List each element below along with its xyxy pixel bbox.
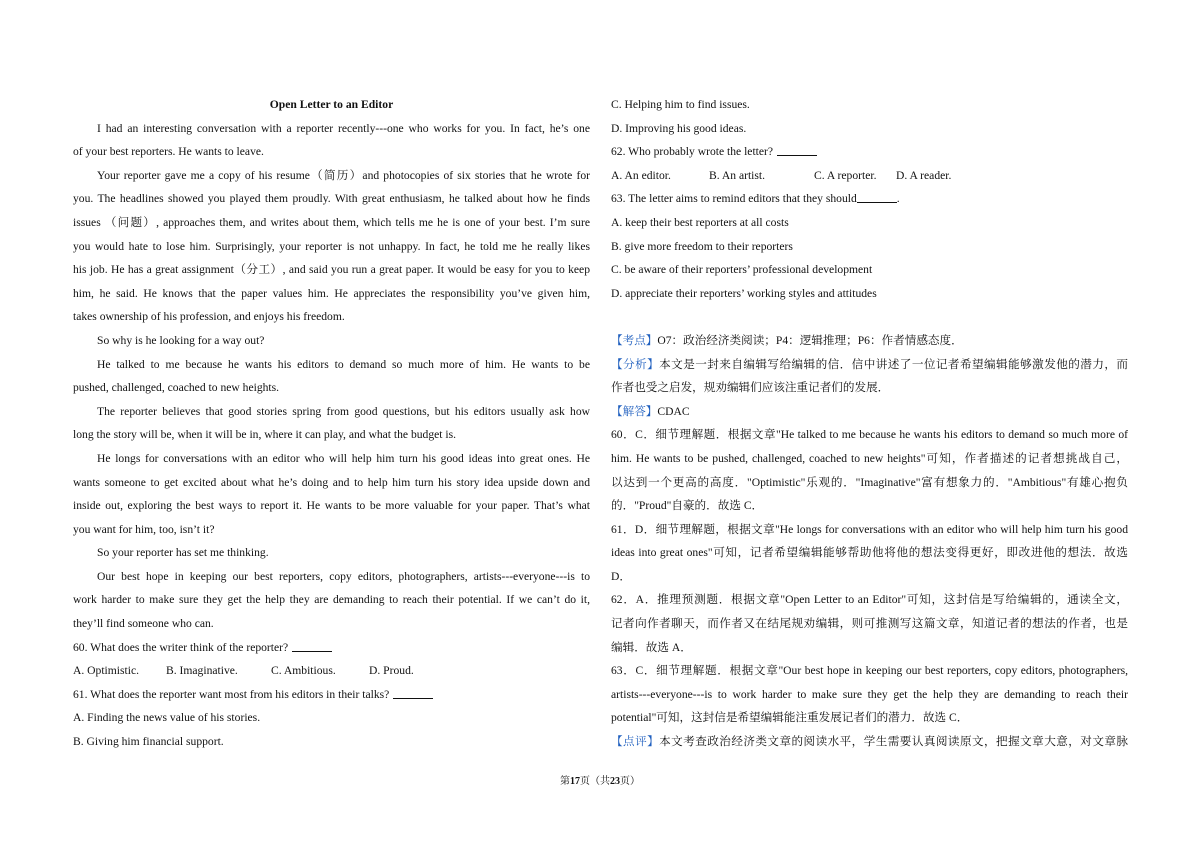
explanation-line: ideas into great ones"可知，记者希望编辑能够帮助他将他的想法变得更好，即改进他的想法．故选 bbox=[611, 546, 1128, 560]
option-c: C. Ambitious. bbox=[271, 664, 336, 678]
option-b: B. An artist. bbox=[709, 168, 766, 182]
passage-line: Our best hope in keeping our best reporters, copy editors, photographers, artists---everyone---is to bbox=[97, 569, 590, 583]
fenxi-section: 【分析】本文是一封来自编辑写给编辑的信．信中讲述了一位记者希望编辑能够激发他的潜力，而 bbox=[611, 357, 1128, 371]
question-61: 61. What does the reporter want most from his editors in their talks? bbox=[73, 683, 590, 707]
passage-line: you. The headlines showed you played them proudly. With great enthusiasm, he talked about how he finds bbox=[73, 192, 590, 206]
page-footer: 第17页（共23页） bbox=[560, 776, 640, 787]
question-62-options bbox=[611, 164, 1128, 188]
option-d: D. Improving his good ideas. bbox=[611, 121, 747, 135]
explanation-line: 63．C．细节理解题．根据文章"Our best hope in keeping our best reporters, copy editors, photographers, bbox=[611, 664, 1128, 678]
passage-line: they’ll find someone who can. bbox=[73, 617, 214, 631]
answer-blank bbox=[857, 189, 897, 203]
passage-line: Your reporter gave me a copy of his resume（简历）and photocopies of six stories that he wrote for bbox=[97, 168, 590, 182]
kaodian-tag: 【考点】 bbox=[611, 333, 658, 347]
explanation-line: 60．C．细节理解题．根据文章"He talked to me because he wants his editors to demand so much more of bbox=[611, 428, 1128, 442]
jieda-tag: 【解答】 bbox=[611, 404, 658, 418]
explanation-line: 记者向作者聊天，而作者又在结尾规劝编辑，则可推测写这篇文章，知道记者的想法的作者，也是 bbox=[611, 617, 1128, 631]
passage-line: inside out, exploring the best ways to report it. He wants to be more valuable for your paper. That’s what bbox=[73, 499, 590, 513]
answer-blank bbox=[393, 685, 433, 699]
question-62: 62. Who probably wrote the letter? bbox=[611, 140, 1128, 164]
option-d: D. Proud. bbox=[369, 664, 414, 678]
passage-line: you would hate to lose him. Surprisingly, your reporter is not unhappy. In fact, he told me he really likes bbox=[73, 239, 590, 253]
passage-title: Open Letter to an Editor bbox=[269, 98, 394, 111]
passage-line: long the story will be, when it will be in, where it can play, and what the budget is. bbox=[73, 428, 457, 442]
option-b: B. Imaginative. bbox=[166, 664, 238, 678]
passage-line: He talked to me because he wants his editors to demand so much more of him. He wants to be bbox=[97, 357, 590, 371]
explanation-line: 的．"Proud"自豪的．故选 C． bbox=[611, 499, 764, 513]
left-column bbox=[73, 93, 590, 754]
passage-line: So your reporter has set me thinking. bbox=[97, 546, 269, 560]
passage-line: So why is he looking for a way out? bbox=[97, 333, 265, 347]
option-c: C. be aware of their reporters’ professional development bbox=[611, 263, 873, 277]
fenxi-tag: 【分析】 bbox=[611, 357, 660, 371]
question-63: 63. The letter aims to remind editors that they should . bbox=[611, 187, 1128, 211]
option-b: B. give more freedom to their reporters bbox=[611, 239, 793, 253]
option-a: A. Finding the news value of his stories. bbox=[73, 711, 261, 725]
passage-line: of your best reporters. He wants to leave. bbox=[73, 145, 264, 159]
explanation-line: D． bbox=[611, 569, 631, 583]
fenxi-line: 作者也受之启发，规劝编辑们应该注重记者们的发展． bbox=[611, 381, 890, 395]
passage-line: you want for him, too, isn’t it? bbox=[73, 522, 215, 536]
passage-line: his job. He has a great assignment（分工）, and said you run a great paper. It would be easy for you to keep bbox=[73, 263, 590, 277]
right-column bbox=[611, 93, 1128, 754]
passage-line: wants someone to get excited about what he’s doing and to help him turn his story idea upside down and bbox=[73, 475, 590, 489]
explanation-line: 61．D．细节理解题，根据文章"He longs for conversations with an editor who will help him turn his good bbox=[611, 522, 1128, 536]
answer-blank bbox=[292, 638, 332, 652]
dianping-section: 【点评】本文考查政治经济类文章的阅读水平，学生需要认真阅读原文，把握文章大意，对文章脉 bbox=[611, 735, 1128, 749]
passage-line: The reporter believes that good stories spring from good questions, but his editors usually ask how bbox=[97, 404, 590, 418]
page-number: 17 bbox=[570, 776, 580, 787]
explanation-line: him. He wants to be pushed, challenged, coached to new heights"可知，作者描述的记者想挑战自己， bbox=[611, 451, 1128, 465]
option-b: B. Giving him financial support. bbox=[73, 735, 224, 749]
option-a: A. An editor. bbox=[611, 168, 671, 182]
passage-line: pushed, challenged, coached to new heights. bbox=[73, 381, 280, 395]
passage-line: I had an interesting conversation with a reporter recently---one who works for you. In fact, he’s one bbox=[97, 121, 590, 135]
explanation-line: artists---everyone---is to work harder to make sure they get the help they are demanding to reach their bbox=[611, 687, 1128, 701]
explanation-line: potential"可知，这封信是希望编辑能注重发展记者们的潜力．故选 C． bbox=[611, 711, 969, 725]
explanation-line: 以达到一个更高的高度．"Optimistic"乐观的．"Imaginative"富有想象力的．"Ambitious"有雄心抱负 bbox=[611, 475, 1128, 489]
passage-line: work harder to make sure they get the help they are demanding to reach their potential. If we can’t do it, bbox=[73, 593, 590, 607]
total-pages: 23 bbox=[610, 776, 620, 787]
option-a: A. keep their best reporters at all costs bbox=[611, 215, 789, 229]
passage-line: him, he said. He knows that the paper values him. He appreciates the responsibility you’ve given him, bbox=[73, 286, 590, 300]
explanation-line: 62．A．推理预测题．根据文章"Open Letter to an Editor"可知，这封信是写给编辑的，通读全文， bbox=[611, 593, 1128, 607]
option-c: C. Helping him to find issues. bbox=[611, 98, 750, 111]
option-d: D. A reader. bbox=[896, 168, 952, 182]
passage-line: takes ownership of his profession, and enjoys his freedom. bbox=[73, 310, 345, 324]
answer-blank bbox=[777, 142, 817, 156]
explanation-line: 编辑．故选 A． bbox=[611, 640, 692, 654]
option-a: A. Optimistic. bbox=[73, 664, 140, 678]
passage-line: issues （问题）, approaches them, and writes about them, which tells me he is one of your best. I’m sure bbox=[73, 215, 590, 229]
option-d: D. appreciate their reporters’ working styles and attitudes bbox=[611, 286, 877, 300]
question-60-options bbox=[73, 659, 590, 683]
kaodian-section: 【考点】O7：政治经济类阅读；P4：逻辑推理；P6：作者情感态度． bbox=[611, 333, 963, 347]
jieda-section: 【解答】CDAC bbox=[611, 404, 690, 418]
passage-line: He longs for conversations with an editor who will help him turn his good ideas into great ones. He bbox=[97, 451, 590, 465]
option-c: C. A reporter. bbox=[814, 168, 877, 182]
dianping-tag: 【点评】 bbox=[611, 735, 660, 749]
question-60: 60. What does the writer think of the reporter? bbox=[73, 636, 590, 660]
